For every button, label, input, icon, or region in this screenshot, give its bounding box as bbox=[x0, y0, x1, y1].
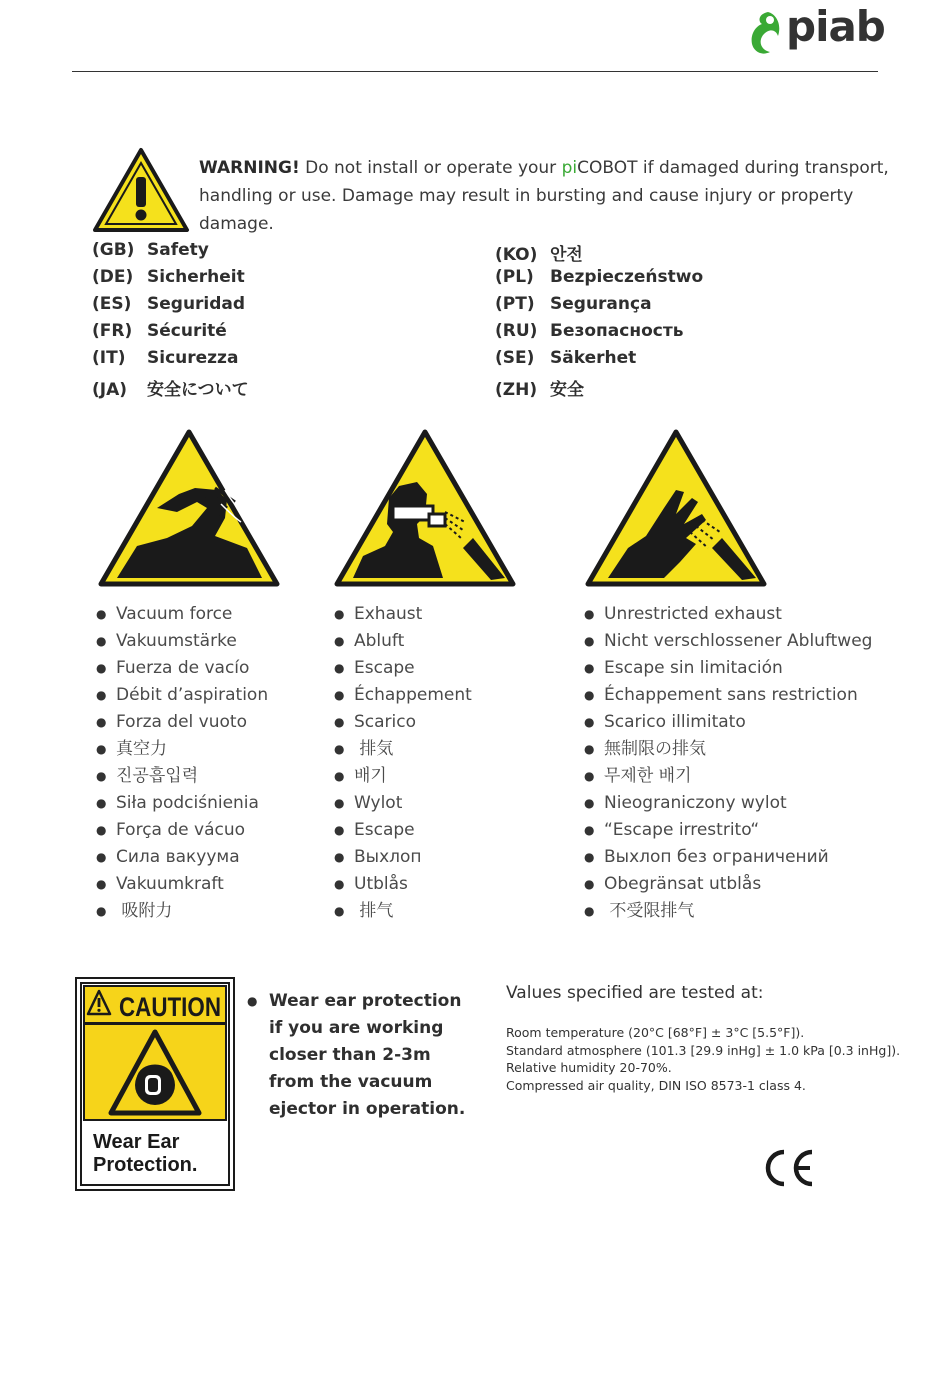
safety-word: Sécurité bbox=[147, 321, 227, 341]
list-item bbox=[96, 628, 268, 655]
list-item-text: Obegränsat utblås bbox=[604, 874, 762, 894]
list-item-text: Wylot bbox=[354, 793, 403, 813]
bullet-icon: ● bbox=[96, 823, 107, 837]
list-item bbox=[96, 871, 268, 898]
safety-row bbox=[92, 375, 249, 402]
list-item-text: 진공흡입력 bbox=[116, 766, 199, 786]
bullet-icon: ● bbox=[96, 715, 107, 729]
list-item bbox=[96, 817, 268, 844]
bullet-icon: ● bbox=[584, 688, 595, 702]
safety-row bbox=[495, 240, 703, 267]
list-item bbox=[584, 655, 872, 682]
list-item-text: Vakuumkraft bbox=[116, 874, 224, 894]
lang-code: (RU) bbox=[495, 321, 538, 341]
list-item bbox=[584, 682, 872, 709]
list-item bbox=[584, 736, 872, 763]
list-item bbox=[584, 871, 872, 898]
brand-wordmark: piab bbox=[786, 2, 885, 51]
values-list bbox=[506, 1024, 900, 1094]
list-item bbox=[334, 817, 472, 844]
list-item-text: 배기 bbox=[354, 766, 387, 786]
list-item-text: Échappement bbox=[354, 685, 472, 705]
bullet-icon: ● bbox=[96, 850, 107, 864]
list-item-text: 吸附力 bbox=[116, 901, 173, 921]
warning-text-after: if damaged during transport, handling or use. Damage may result in bursting and cause injury or property damage. bbox=[199, 158, 889, 234]
values-heading: Values specified are tested at: bbox=[506, 983, 764, 1003]
safety-word: 안전 bbox=[550, 245, 583, 265]
list-item bbox=[96, 601, 268, 628]
list-item bbox=[334, 763, 472, 790]
list-item-text: Scarico bbox=[354, 712, 417, 732]
safety-row bbox=[92, 240, 249, 267]
list-item bbox=[334, 709, 472, 736]
bullet-icon: ● bbox=[96, 607, 107, 621]
bullet-icon: ● bbox=[584, 742, 595, 756]
list-item bbox=[96, 844, 268, 871]
lang-code: (JA) bbox=[92, 380, 128, 400]
bullet-icon: ● bbox=[334, 607, 345, 621]
lang-code: (SE) bbox=[495, 348, 535, 368]
piab-logo bbox=[748, 2, 885, 60]
ear-protection-note bbox=[247, 988, 467, 1123]
warning-triangle-icon bbox=[92, 147, 190, 233]
list-item bbox=[584, 790, 872, 817]
list-item-text: 真空力 bbox=[116, 739, 167, 759]
list-item bbox=[584, 628, 872, 655]
list-item-text: Выхлоп bbox=[354, 847, 422, 867]
unrestricted-exhaust-hazard-icon bbox=[584, 428, 768, 588]
safety-row bbox=[92, 348, 249, 375]
vacuum-force-list bbox=[96, 601, 268, 925]
list-item-text: 排気 bbox=[354, 739, 394, 759]
bullet-icon: ● bbox=[584, 850, 595, 864]
bullet-icon: ● bbox=[584, 634, 595, 648]
bullet-icon: ● bbox=[584, 904, 595, 918]
list-item bbox=[96, 898, 268, 925]
bullet-icon: ● bbox=[334, 742, 345, 756]
warning-text bbox=[199, 154, 889, 238]
list-item-text: Scarico illimitato bbox=[604, 712, 746, 732]
list-item-text: Siła podciśnienia bbox=[116, 793, 259, 813]
safety-word: Bezpieczeństwo bbox=[550, 267, 704, 287]
warning-label: WARNING! bbox=[199, 158, 300, 178]
unrestricted-exhaust-list bbox=[584, 601, 872, 925]
list-item bbox=[334, 655, 472, 682]
bullet-icon: ● bbox=[96, 742, 107, 756]
warning-text-before: Do not install or operate your bbox=[299, 158, 562, 178]
exhaust-list bbox=[334, 601, 472, 925]
list-item-text: Unrestricted exhaust bbox=[604, 604, 782, 624]
list-item-text: Exhaust bbox=[354, 604, 423, 624]
safety-word: Seguridad bbox=[147, 294, 246, 314]
bullet-icon: ● bbox=[96, 877, 107, 891]
list-item bbox=[584, 709, 872, 736]
bullet-icon: ● bbox=[334, 904, 345, 918]
product-name-pi: pi bbox=[561, 158, 578, 178]
safety-word: Sicherheit bbox=[147, 267, 245, 287]
list-item-text: 不受限排气 bbox=[604, 901, 695, 921]
list-item-text: 無制限の排気 bbox=[604, 739, 706, 759]
bullet-icon: ● bbox=[96, 688, 107, 702]
bullet-icon: ● bbox=[584, 607, 595, 621]
safety-word: 安全について bbox=[147, 380, 249, 400]
value-line: Compressed air quality, DIN ISO 8573-1 class 4. bbox=[506, 1077, 806, 1093]
bullet-icon: ● bbox=[584, 661, 595, 675]
lang-code: (GB) bbox=[92, 240, 135, 260]
lang-code: (PL) bbox=[495, 267, 534, 287]
safety-word: Säkerhet bbox=[550, 348, 637, 368]
list-item bbox=[334, 790, 472, 817]
list-item bbox=[584, 898, 872, 925]
bullet-icon: ● bbox=[96, 904, 107, 918]
list-item bbox=[96, 763, 268, 790]
value-line: Room temperature (20°C [68°F] ± 3°C [5.5°F]). bbox=[506, 1025, 805, 1040]
bullet-icon: ● bbox=[96, 796, 107, 810]
safety-row bbox=[92, 321, 249, 348]
list-item bbox=[96, 655, 268, 682]
bullet-icon: ● bbox=[334, 850, 345, 864]
safety-translations-right bbox=[495, 240, 703, 402]
lang-code: (PT) bbox=[495, 294, 535, 314]
list-item-text: 排气 bbox=[354, 901, 394, 921]
bullet-icon: ● bbox=[334, 823, 345, 837]
safety-word: 安全 bbox=[550, 380, 584, 400]
list-item-text: Escape bbox=[354, 820, 415, 840]
value-line: Standard atmosphere (101.3 [29.9 inHg] ± 1.0 kPa [0.3 inHg]). bbox=[506, 1042, 901, 1058]
list-item bbox=[96, 736, 268, 763]
bullet-icon: ● bbox=[584, 715, 595, 729]
list-item bbox=[334, 871, 472, 898]
list-item-text: Nicht verschlossener Abluftweg bbox=[604, 631, 873, 651]
caution-header-text: CAUTION bbox=[119, 992, 221, 1022]
value-line: Relative humidity 20-70%. bbox=[506, 1060, 672, 1075]
lang-code: (FR) bbox=[92, 321, 133, 341]
bullet-icon: ● bbox=[247, 994, 258, 1008]
bullet-icon: ● bbox=[334, 715, 345, 729]
list-item-text: Сила вакуума bbox=[116, 847, 240, 867]
list-item bbox=[334, 601, 472, 628]
safety-row bbox=[92, 294, 249, 321]
list-item-text: Escape bbox=[354, 658, 415, 678]
list-item-text: Escape sin limitación bbox=[604, 658, 783, 678]
list-item-text: Abluft bbox=[354, 631, 405, 651]
ear-protection-text: Wear ear protection if you are working closer than 2-3m from the vacuum ejector in operation. bbox=[269, 991, 466, 1119]
bullet-icon: ● bbox=[334, 661, 345, 675]
list-item-text: Nieograniczony wylot bbox=[604, 793, 787, 813]
list-item bbox=[96, 709, 268, 736]
safety-row bbox=[495, 348, 703, 375]
lang-code: (DE) bbox=[92, 267, 134, 287]
list-item bbox=[334, 898, 472, 925]
safety-translations-left bbox=[92, 240, 249, 402]
safety-row bbox=[495, 321, 703, 348]
bullet-icon: ● bbox=[334, 877, 345, 891]
safety-row bbox=[92, 267, 249, 294]
list-item bbox=[96, 682, 268, 709]
bullet-icon: ● bbox=[96, 769, 107, 783]
bullet-icon: ● bbox=[584, 823, 595, 837]
safety-row bbox=[495, 294, 703, 321]
list-item bbox=[334, 736, 472, 763]
caution-line-1: Wear Ear bbox=[93, 1131, 180, 1153]
list-item-text: Échappement sans restriction bbox=[604, 685, 858, 705]
list-item-text: “Escape irrestrito“ bbox=[604, 820, 760, 840]
bullet-icon: ● bbox=[334, 769, 345, 783]
list-item bbox=[584, 817, 872, 844]
safety-row bbox=[495, 267, 703, 294]
safety-word: Safety bbox=[147, 240, 209, 260]
list-item bbox=[334, 628, 472, 655]
safety-word: Segurança bbox=[550, 294, 652, 314]
safety-word: Sicurezza bbox=[147, 348, 239, 368]
safety-row bbox=[495, 375, 703, 402]
bullet-icon: ● bbox=[334, 634, 345, 648]
bullet-icon: ● bbox=[334, 796, 345, 810]
list-item-text: Débit d’aspiration bbox=[116, 685, 269, 705]
exhaust-hazard-icon bbox=[333, 428, 517, 588]
ce-mark-icon bbox=[762, 1148, 816, 1188]
list-item bbox=[584, 601, 872, 628]
list-item bbox=[334, 682, 472, 709]
bullet-icon: ● bbox=[96, 634, 107, 648]
product-name-rest: COBOT bbox=[577, 158, 638, 178]
list-item bbox=[334, 844, 472, 871]
caution-line-2: Protection. bbox=[93, 1154, 198, 1176]
safety-word: Безопасность bbox=[550, 321, 684, 341]
list-item-text: Utblås bbox=[354, 874, 408, 894]
list-item bbox=[584, 763, 872, 790]
vacuum-force-hazard-icon bbox=[97, 428, 281, 588]
list-item-text: Fuerza de vacío bbox=[116, 658, 250, 678]
list-item-text: Vacuum force bbox=[116, 604, 233, 624]
caution-ear-protection-sign bbox=[75, 977, 235, 1191]
list-item-text: Выхлоп без ограничений bbox=[604, 847, 829, 867]
bullet-icon: ● bbox=[584, 769, 595, 783]
piab-leaf-icon bbox=[748, 10, 784, 56]
bullet-icon: ● bbox=[584, 796, 595, 810]
lang-code: (KO) bbox=[495, 245, 538, 265]
bullet-icon: ● bbox=[334, 688, 345, 702]
list-item-text: 무제한 배기 bbox=[604, 766, 692, 786]
lang-code: (ZH) bbox=[495, 380, 538, 400]
list-item bbox=[96, 790, 268, 817]
list-item-text: Força de vácuo bbox=[116, 820, 246, 840]
lang-code: (ES) bbox=[92, 294, 132, 314]
list-item-text: Vakuumstärke bbox=[116, 631, 237, 651]
bullet-icon: ● bbox=[584, 877, 595, 891]
header-divider bbox=[72, 71, 878, 72]
lang-code: (IT) bbox=[92, 348, 126, 368]
list-item-text: Forza del vuoto bbox=[116, 712, 247, 732]
bullet-icon: ● bbox=[96, 661, 107, 675]
list-item bbox=[584, 844, 872, 871]
